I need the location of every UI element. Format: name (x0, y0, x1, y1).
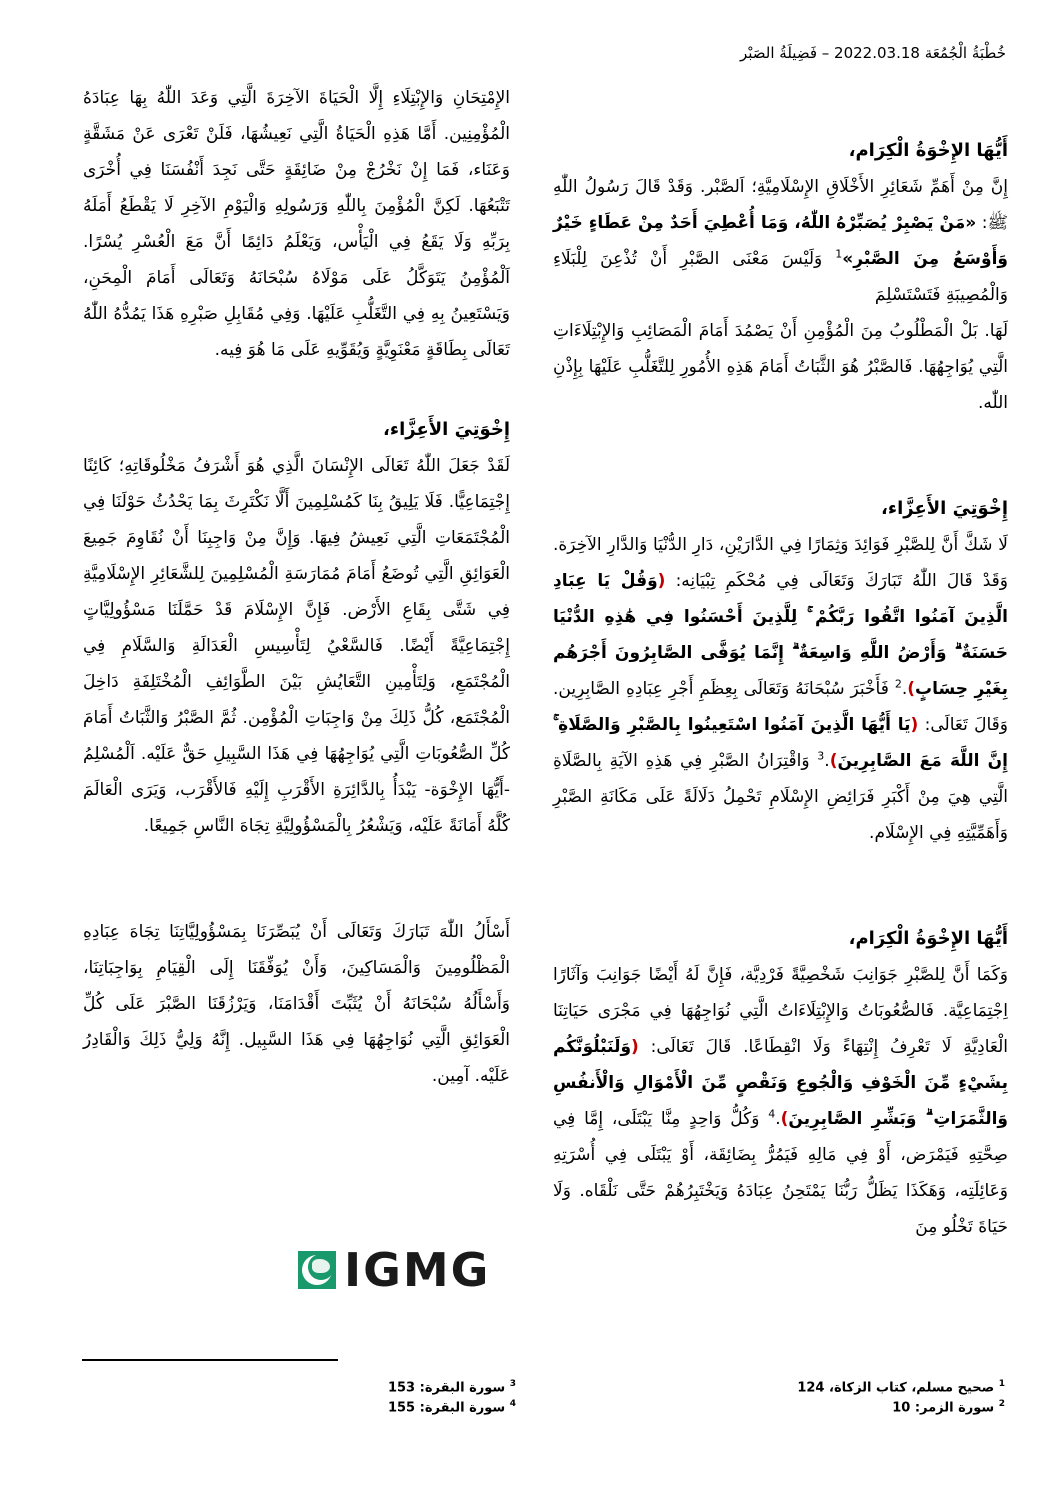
close-bracket: ) (829, 751, 838, 771)
paragraph (553, 169, 1008, 313)
close-bracket: ) (907, 679, 915, 699)
footnote-ref[interactable]: 3 (817, 749, 825, 763)
section-heading: أَيُّهَا الإِخْوَةُ الْكِرَام، (848, 928, 1008, 949)
spacer (553, 421, 1008, 491)
section-heading: إِخْوَتِيَ الأَعِزَّاء، (383, 419, 510, 440)
hadith-text: «مَنْ يَصْبِرْ يُصَبِّرْهُ اللّٰهُ، وَمَا أُعْطِيَ أَحَدٌ مِنْ عَطَاءٍ خَيْرٌ وَأَوْسَعُ مِنَ الصَّبْرِ» (553, 213, 1008, 269)
paragraph: وَكَمَا أَنَّ لِلصَّبْرِ جَوَانِبَ شَخْصِيَّةً فَرْدِيَّة، فَإِنَّ لَهُ أَيْضًا جَوَانِبَ وَآثَارًا اِجْتِمَاعِيَّة. فَالصُّعُوبَاتُ وَالإِبْتِلَاءَاتُ الَّتِي نُوَاجِهُهَا فِي مَجْرَى حَيَاتِنَا الْعَادِيَّةِ لَا تَعْرِفُ إِنْتِهَاءً وَلَا انْقِطَاعًا. قَالَ تَعَالَى: (وَلَنَبْلُوَنَّكُم بِشَيْءٍ مِّنَ الْخَوْفِ وَالْجُوعِ وَنَقْصٍ مِّنَ الْأَمْوَالِ وَالْأَنفُسِ وَالثَّمَرَاتِ ۗ وَبَشِّرِ الصَّابِرِينَ).$^4$ وَكُلُّ وَاحِدٍ مِنَّا يَبْتَلَى، إِمَّا فِي صِحَّتِهِ فَيَمْرَض، أَوْ فِي مَالِهِ فَيَمُرُّ بِضَائِقَة، أَوْ يَبْتَلَى فِي أُسْرَتِهِ وَعَائِلَتِه، وَهَكَذَا يَظَلُّ رَبُّنَا يَمْتَحِنُ عِبَادَهُ وَيَخْتَبِرُهُمْ حَتَّى نَلْقَاه. وَلَا حَيَاةَ تَخْلُو مِنَ (553, 965, 1009, 1237)
left-column (83, 80, 510, 1094)
footnote-number: 1 (998, 1379, 1005, 1389)
paragraph: لَا شَكَّ أَنَّ لِلصَّبْرِ فَوَائِدَ وَثِمَارًا فِي الدَّارَيْنِ، دَارِ الدُّنْيَا وَالدَّارِ الآخِرَة. وَقَدْ قَالَ اللّٰهُ تَبَارَكَ وَتَعَالَى فِي مُحْكَمِ تِبْيَانِه: (وَقُلْ يَا عِبَادِ الَّذِينَ آمَنُوا اتَّقُوا رَبَّكُمْ ۚ لِلَّذِينَ أَحْسَنُوا فِي هَٰذِهِ الدُّنْيَا حَسَنَةٌ ۗ وَأَرْضُ اللَّهِ وَاسِعَةٌ ۗ إِنَّمَا يُوَفَّى الصَّابِرُونَ أَجْرَهُم بِغَيْرِ حِسَابٍ).$^2$ فَأَخْبَرَ سُبْحَانَهُ وَتَعَالَى بِعِظَمِ أَجْرِ عِبَادِهِ الصَّابِرِين. وَقَالَ تَعَالَى: (يَا أَيُّهَا الَّذِينَ آمَنُوا اسْتَعِينُوا بِالصَّبْرِ وَالصَّلَاةِ ۚ إِنَّ اللَّهَ مَعَ الصَّابِرِينَ).$^3$ وَاقْتِرَانُ الصَّبْرِ فِي هَذِهِ الآيَةِ بِالصَّلَاةِ الَّتِي هِيَ مِنْ أَكْبَرِ فَرَائِضِ الإِسْلَامِ تَحْمِلُ دَلَالَةً عَلَى مَكَانَةِ الصَّبْرِ وَأَهَمِّيَّتِهِ فِي الإِسْلَام. (553, 535, 1008, 843)
footnote-item (388, 1376, 516, 1396)
closing-prayer: أَسْأَلُ اللّٰهَ تَبَارَكَ وَتَعَالَى أَنْ يُبَصِّرَنَا بِمَسْؤُولِيَّاتِنَا تِجَاهَ عِبَادِهِ الْمَظْلُومِينَ وَالْمَسَاكِينَ، وَأَنْ يُوَفِّقَنَا إِلَى الْقِيَامِ بِوَاجِبَاتِنَا، وَأَسْأَلُهُ سُبْحَانَهُ أَنْ يُثَبِّتَ أَقْدَامَنَا، وَيَرْزُقَنَا الصَّبْرَ عَلَى كُلِّ الْعَوَائِقِ الَّتِي نُوَاجِهُهَا فِي هَذَا السَّبِيل. إِنَّهُ وَلِيُّ ذَلِكَ وَالْقَادِرُ عَلَيْه. آمِين. (83, 922, 510, 1086)
logo-text: IGMG (344, 1243, 491, 1297)
ayah-text: وَقُلْ يَا عِبَادِ الَّذِينَ آمَنُوا اتَّقُوا رَبَّكُمْ ۚ لِلَّذِينَ أَحْسَنُوا فِي هَٰذِهِ الدُّنْيَا حَسَنَةٌ ۗ وَأَرْضُ اللَّهِ وَاسِعَةٌ ۗ إِنَّمَا يُوَفَّى الصَّابِرُونَ أَجْرَهُم بِغَيْرِ حِسَابٍ (553, 571, 1008, 699)
footnote-number: 2 (998, 1399, 1005, 1410)
paragraph: الإِمْتِحَانِ وَالإِبْتِلَاءِ إِلَّا الْحَيَاةَ الآخِرَةَ الَّتِي وَعَدَ اللّٰهُ بِهَا عِبَادَهُ الْمُؤْمِنِين. أَمَّا هَذِهِ الْحَيَاةُ الَّتِي نَعِيشُهَا، فَلَنْ تَعْرَى عَنْ مَشَقَّةٍ وَعَنَاء، فَمَا إِنْ نَخْرُجْ مِنْ ضَائِقَةٍ حَتَّى نَجِدَ أَنْفُسَنَا فِي أُخْرَى تَتْبَعُهَا. لَكِنَّ الْمُؤْمِنَ بِاللّٰهِ وَرَسُولِهِ وَالْيَوْمِ الآخِرِ لَا يَقْطَعُ أَمَلَهُ بِرَبِّهِ وَلَا يَقَعُ فِي الْيَأْس، وَيَعْلَمُ دَائِمًا أَنَّ مَعَ الْعُسْرِ يُسْرًا. اَلْمُؤْمِنُ يَتَوَكَّلُ عَلَى مَوْلَاهُ سُبْحَانَهُ وَتَعَالَى أَمَامَ الْمِحَنِ، وَيَسْتَعِينُ بِهِ فِي التَّغَلُّبِ عَلَيْهَا. وَفِي مُقَابِلِ صَبْرِهِ هَذَا يَمُدُّهُ اللّٰهُ تَعَالَى بِطَاقَةٍ مَعْنَوِيَّةٍ وَيُقَوِّيهِ عَلَى مَا هُوَ فِيه. (83, 88, 510, 360)
paragraph-text: لَا شَكَّ أَنَّ لِلصَّبْرِ فَوَائِدَ وَثِمَارًا فِي الدَّارَيْنِ، دَارِ الدُّنْيَا وَالدَّارِ الآخِرَة. وَقَدْ قَالَ اللّٰهُ تَبَارَكَ وَتَعَالَى فِي مُحْكَمِ تِبْيَانِه: (553, 535, 1008, 591)
footnote-text: سورة الزمر: 10 (892, 1400, 995, 1416)
right-column (553, 133, 1008, 1245)
page-header-title: خُطْبَةُ الْجُمُعَة 2022.03.18 – فَضِيلَةُ الصَبْر (739, 44, 1006, 62)
ayah-text: يَا أَيُّهَا الَّذِينَ آمَنُوا اسْتَعِينُوا بِالصَّبْرِ وَالصَّلَاةِ ۚ إِنَّ اللَّهَ مَعَ الصَّابِرِينَ (553, 715, 1008, 771)
footnote-text: صحيح مسلم، كتاب الزكاة، 124 (797, 1380, 995, 1396)
footnote-ref[interactable]: 2 (894, 677, 902, 691)
paragraph-text: إِنَّ مِنْ أَهَمِّ شَعَائِرِ الأَخْلَاقِ الإِسْلَامِيَّةِ؛ اَلصَّبْر. وَقَدْ قَالَ رَسُولُ اللّٰهِ ﷺ: (553, 177, 1009, 233)
footnote-item (797, 1396, 1005, 1416)
footnote-number: 4 (509, 1399, 516, 1410)
spacer (553, 851, 1008, 921)
footnote-text: سورة البقرة: 155 (387, 1400, 506, 1416)
section-heading: أَيُّهَا الإِخْوَةُ الْكِرَام، (848, 140, 1008, 161)
spacer (83, 368, 510, 412)
footnote-divider (82, 1359, 338, 1361)
ayah-text: وَلَنَبْلُوَنَّكُم بِشَيْءٍ مِّنَ الْخَوْفِ وَالْجُوعِ وَنَقْصٍ مِّنَ الْأَمْوَالِ وَالْأَنفُسِ وَالثَّمَرَاتِ ۗ وَبَشِّرِ الصَّابِرِينَ (553, 1037, 1009, 1129)
crescent-europe-icon (298, 1251, 336, 1289)
footnote-number: 3 (509, 1379, 516, 1389)
open-bracket: ( (657, 571, 666, 591)
footnote-item (388, 1396, 516, 1416)
paragraph-text: وَكَمَا أَنَّ لِلصَّبْرِ جَوَانِبَ شَخْصِيَّةً فَرْدِيَّة، فَإِنَّ لَهُ أَيْضًا جَوَانِبَ وَآثَارًا اِجْتِمَاعِيَّة. فَالصُّعُوبَاتُ وَالإِبْتِلَاءَاتُ الَّتِي نُوَاجِهُهَا فِي مَجْرَى حَيَاتِنَا الْعَادِيَّةِ لَا تَعْرِفُ إِنْتِهَاءً وَلَا انْقِطَاعًا. قَالَ تَعَالَى: (553, 965, 1008, 1057)
footnote-item (797, 1376, 1005, 1396)
open-bracket: ( (631, 1037, 639, 1057)
open-bracket: ( (910, 715, 919, 735)
igmg-logo (298, 1243, 512, 1297)
paragraph-text: وَاقْتِرَانُ الصَّبْرِ فِي هَذِهِ الآيَةِ بِالصَّلَاةِ الَّتِي هِيَ مِنْ أَكْبَرِ فَرَائِضِ الإِسْلَامِ تَحْمِلُ دَلَالَةً عَلَى مَكَانَةِ الصَّبْرِ وَأَهَمِّيَّتِهِ فِي الإِسْلَام. (553, 751, 1008, 843)
footnotes-right (797, 1376, 1005, 1417)
paragraph: لَهَا. بَلْ الْمَطْلُوبُ مِنَ الْمُؤْمِنِ أَنْ يَصْمُدَ أَمَامَ الْمَصَائِبِ وَالإِبْتِلَاءَاتِ الَّتِي يُوَاجِهُهَا. فَالصَّبْرُ هُوَ الثَّبَاتُ أَمَامَ هَذِهِ الأُمُورِ لِلتَّغَلُّبِ عَلَيْهَا بِإِذْنِ اللّٰه. (553, 321, 1008, 413)
paragraph-text: فَأَخْبَرَ سُبْحَانَهُ وَتَعَالَى بِعِظَمِ أَجْرِ عِبَادِهِ الصَّابِرِين. وَقَالَ تَعَالَى: (553, 679, 1008, 735)
footnote-ref[interactable]: 1 (835, 247, 843, 261)
paragraph: لَقَدْ جَعَلَ اللّٰهُ تَعَالَى الإِنْسَانَ الَّذِي هُوَ أَشْرَفُ مَخْلُوقَاتِهِ؛ كَائِنًا إِجْتِمَاعِيًّا. فَلَا يَلِيقُ بِنَا كَمُسْلِمِينَ أَلَّا نَكْتَرِثَ بِمَا يَحْدُثُ حَوْلَنَا فِي الْمُجْتَمَعَاتِ الَّتِي نَعِيشُ فِيهَا. وَإِنَّ مِنْ وَاجِبِنَا أَنْ نُقَاوِمَ جَمِيعَ الْعَوَائِقِ الَّتِي تُوضَعُ أَمَامَ مُمَارَسَةِ الْمُسْلِمِينَ لِلشَّعَائِرِ الإِسْلَامِيَّةِ فِي شَتَّى بِقَاعِ الأَرْض. فَإِنَّ الإِسْلَامَ قَدْ حَمَّلَنَا مَسْؤُولِيَّاتٍ إِجْتِمَاعِيَّةً أَيْضًا. فَالسَّعْيُ لِتَأْسِيسِ الْعَدَالَةِ وَالسَّلَامِ فِي الْمُجْتَمَعِ، وَلِتَأْمِينِ التَّعَايُشِ بَيْنَ الطَّوَائِفِ الْمُخْتَلِفَةِ دَاخِلَ الْمُجْتَمَع، كُلُّ ذَلِكَ مِنْ وَاجِبَاتِ الْمُؤْمِن. ثُمَّ الصَّبْرُ وَالثَّبَاتُ أَمَامَ كُلِّ الصُّعُوبَاتِ الَّتِي يُوَاجِهُهَا فِي هَذَا السَّبِيلِ حَقٌّ عَلَيْه. اَلْمُسْلِمُ -أَيُّهَا الإِخْوَة- يَبْدَأُ بِالدَّائِرَةِ الأَقْرَبِ إِلَيْهِ فَالأَقْرَب، وَيَرَى الْعَالَمَ كُلَّهُ أَمَانَةً عَلَيْه، وَيَشْعُرُ بِالْمَسْؤُولِيَّةِ تِجَاهَ النَّاسِ جَمِيعًا. (83, 456, 510, 836)
paragraph-text: وَلَيْسَ مَعْنَى الصَّبْرِ أَنْ تُذْعِنَ لِلْبَلَاءِ وَالْمُصِيبَةِ فَتَسْتَسْلِمَ (553, 249, 1008, 305)
footnotes-left (388, 1376, 516, 1417)
paragraph-text: وَكُلُّ وَاحِدٍ مِنَّا يَبْتَلَى، إِمَّا فِي صِحَّتِهِ فَيَمْرَض، أَوْ فِي مَالِهِ فَيَمُرُّ بِضَائِقَة، أَوْ يَبْتَلَى فِي أُسْرَتِهِ وَعَائِلَتِه، وَهَكَذَا يَظَلُّ رَبُّنَا يَمْتَحِنُ عِبَادَهُ وَيَخْتَبِرُهُمْ حَتَّى نَلْقَاه. وَلَا حَيَاةَ تَخْلُو مِنَ (553, 1109, 1008, 1237)
spacer (83, 844, 510, 914)
section-heading: إِخْوَتِيَ الأَعِزَّاء، (881, 498, 1008, 519)
close-bracket: ) (780, 1109, 789, 1129)
footnote-text: سورة البقرة: 153 (387, 1380, 506, 1396)
footnote-ref[interactable]: 4 (768, 1107, 776, 1121)
